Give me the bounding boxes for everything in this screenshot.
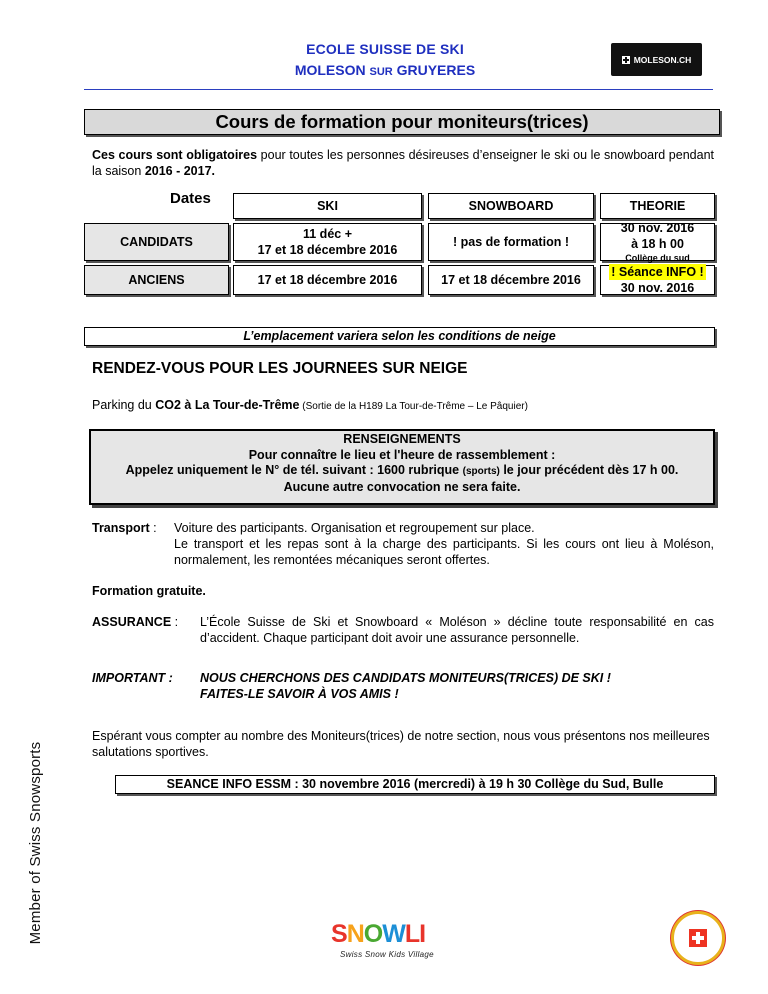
important-line1: NOUS CHERCHONS DES CANDIDATS MONITEURS(TRICES) DE SKI ! (200, 671, 611, 685)
transport-line2: Le transport et les repas sont à la charge des participants. Si les cours ont lieu à Moléson, normalement, les remontées mécaniques seront offertes. (174, 537, 714, 567)
school-location: MOLESON SUR GRUYERES (294, 62, 476, 78)
location-note: L’emplacement variera selon les conditions de neige (84, 327, 715, 346)
dates-label: Dates (170, 190, 211, 207)
swiss-ski-school-badge (671, 911, 725, 965)
header-ski: SKI (233, 193, 422, 219)
row-candidats-snowboard: ! pas de formation ! (428, 223, 594, 261)
renseignements-phone: Appelez uniquement le N° de tél. suivant : 1600 rubrique (sports) le jour précédent dès 17 h 00. (125, 463, 679, 477)
row-anciens-theorie: ! Séance INFO ! 30 nov. 2016 (600, 265, 715, 295)
row-candidats-ski: 11 déc + 17 et 18 décembre 2016 (233, 223, 422, 261)
seance-info-highlight: ! Séance INFO ! (611, 265, 704, 279)
page-title: Cours de formation pour moniteurs(trices) (84, 109, 720, 135)
rdv-heading: RENDEZ-VOUS POUR LES JOURNEES SUR NEIGE (92, 360, 468, 377)
header-divider (84, 89, 713, 90)
intro-paragraph: Ces cours sont obligatoires pour toutes les personnes désireuses d’enseigner le ski ou le snowboard pendant la saison 2016 - 2017. (92, 148, 714, 178)
assurance-text: L’École Suisse de Ski et Snowboard « Moléson » décline toute responsabilité en cas d’accident. Chaque participant doit avoir une assurance personnelle. (200, 615, 714, 645)
moleson-logo: MOLESON.CH (611, 43, 702, 76)
swiss-cross-icon (622, 56, 630, 64)
row-anciens-ski: 17 et 18 décembre 2016 (233, 265, 422, 295)
side-text-member: Member of Swiss Snowsports (27, 741, 44, 945)
transport-line1: Voiture des participants. Organisation et regroupement sur place. (174, 521, 535, 535)
important-label: IMPORTANT : (92, 671, 173, 685)
header-snowboard: SNOWBOARD (428, 193, 594, 219)
assurance-label: ASSURANCE : (92, 615, 179, 629)
closing-paragraph: Espérant vous compter au nombre des Moniteurs(trices) de notre section, nous vous présentons nos meilleures salutations sportives. (92, 729, 710, 759)
row-anciens-label: ANCIENS (84, 265, 229, 295)
school-name: ECOLE SUISSE DE SKI (306, 41, 464, 57)
formation-gratuite: Formation gratuite. (92, 584, 206, 598)
row-anciens-snowboard: 17 et 18 décembre 2016 (428, 265, 594, 295)
swiss-cross-icon (689, 929, 707, 947)
renseignements-line: Pour connaître le lieu et l'heure de rassemblement : (248, 447, 556, 462)
renseignements-title: RENSEIGNEMENTS (343, 432, 461, 446)
parking-info: Parking du CO2 à La Tour-de-Trême (Sortie de la H189 La Tour-de-Trême – Le Pâquier) (92, 398, 528, 412)
transport-label: Transport : (92, 521, 157, 535)
row-candidats-label: CANDIDATS (84, 223, 229, 261)
row-candidats-theorie: 30 nov. 2016 à 18 h 00 Collège du sud (600, 223, 715, 261)
renseignements-line: Aucune autre convocation ne sera faite. (283, 479, 521, 494)
renseignements-box (89, 429, 715, 505)
seance-info-box: SEANCE INFO ESSM : 30 novembre 2016 (mercredi) à 19 h 30 Collège du Sud, Bulle (115, 775, 715, 794)
header-theorie: THEORIE (600, 193, 715, 219)
important-line2: FAITES-LE SAVOIR À VOS AMIS ! (200, 687, 399, 701)
snowli-logo: SNOWLI (331, 920, 426, 948)
snowli-subtitle: Swiss Snow Kids Village (340, 950, 434, 959)
